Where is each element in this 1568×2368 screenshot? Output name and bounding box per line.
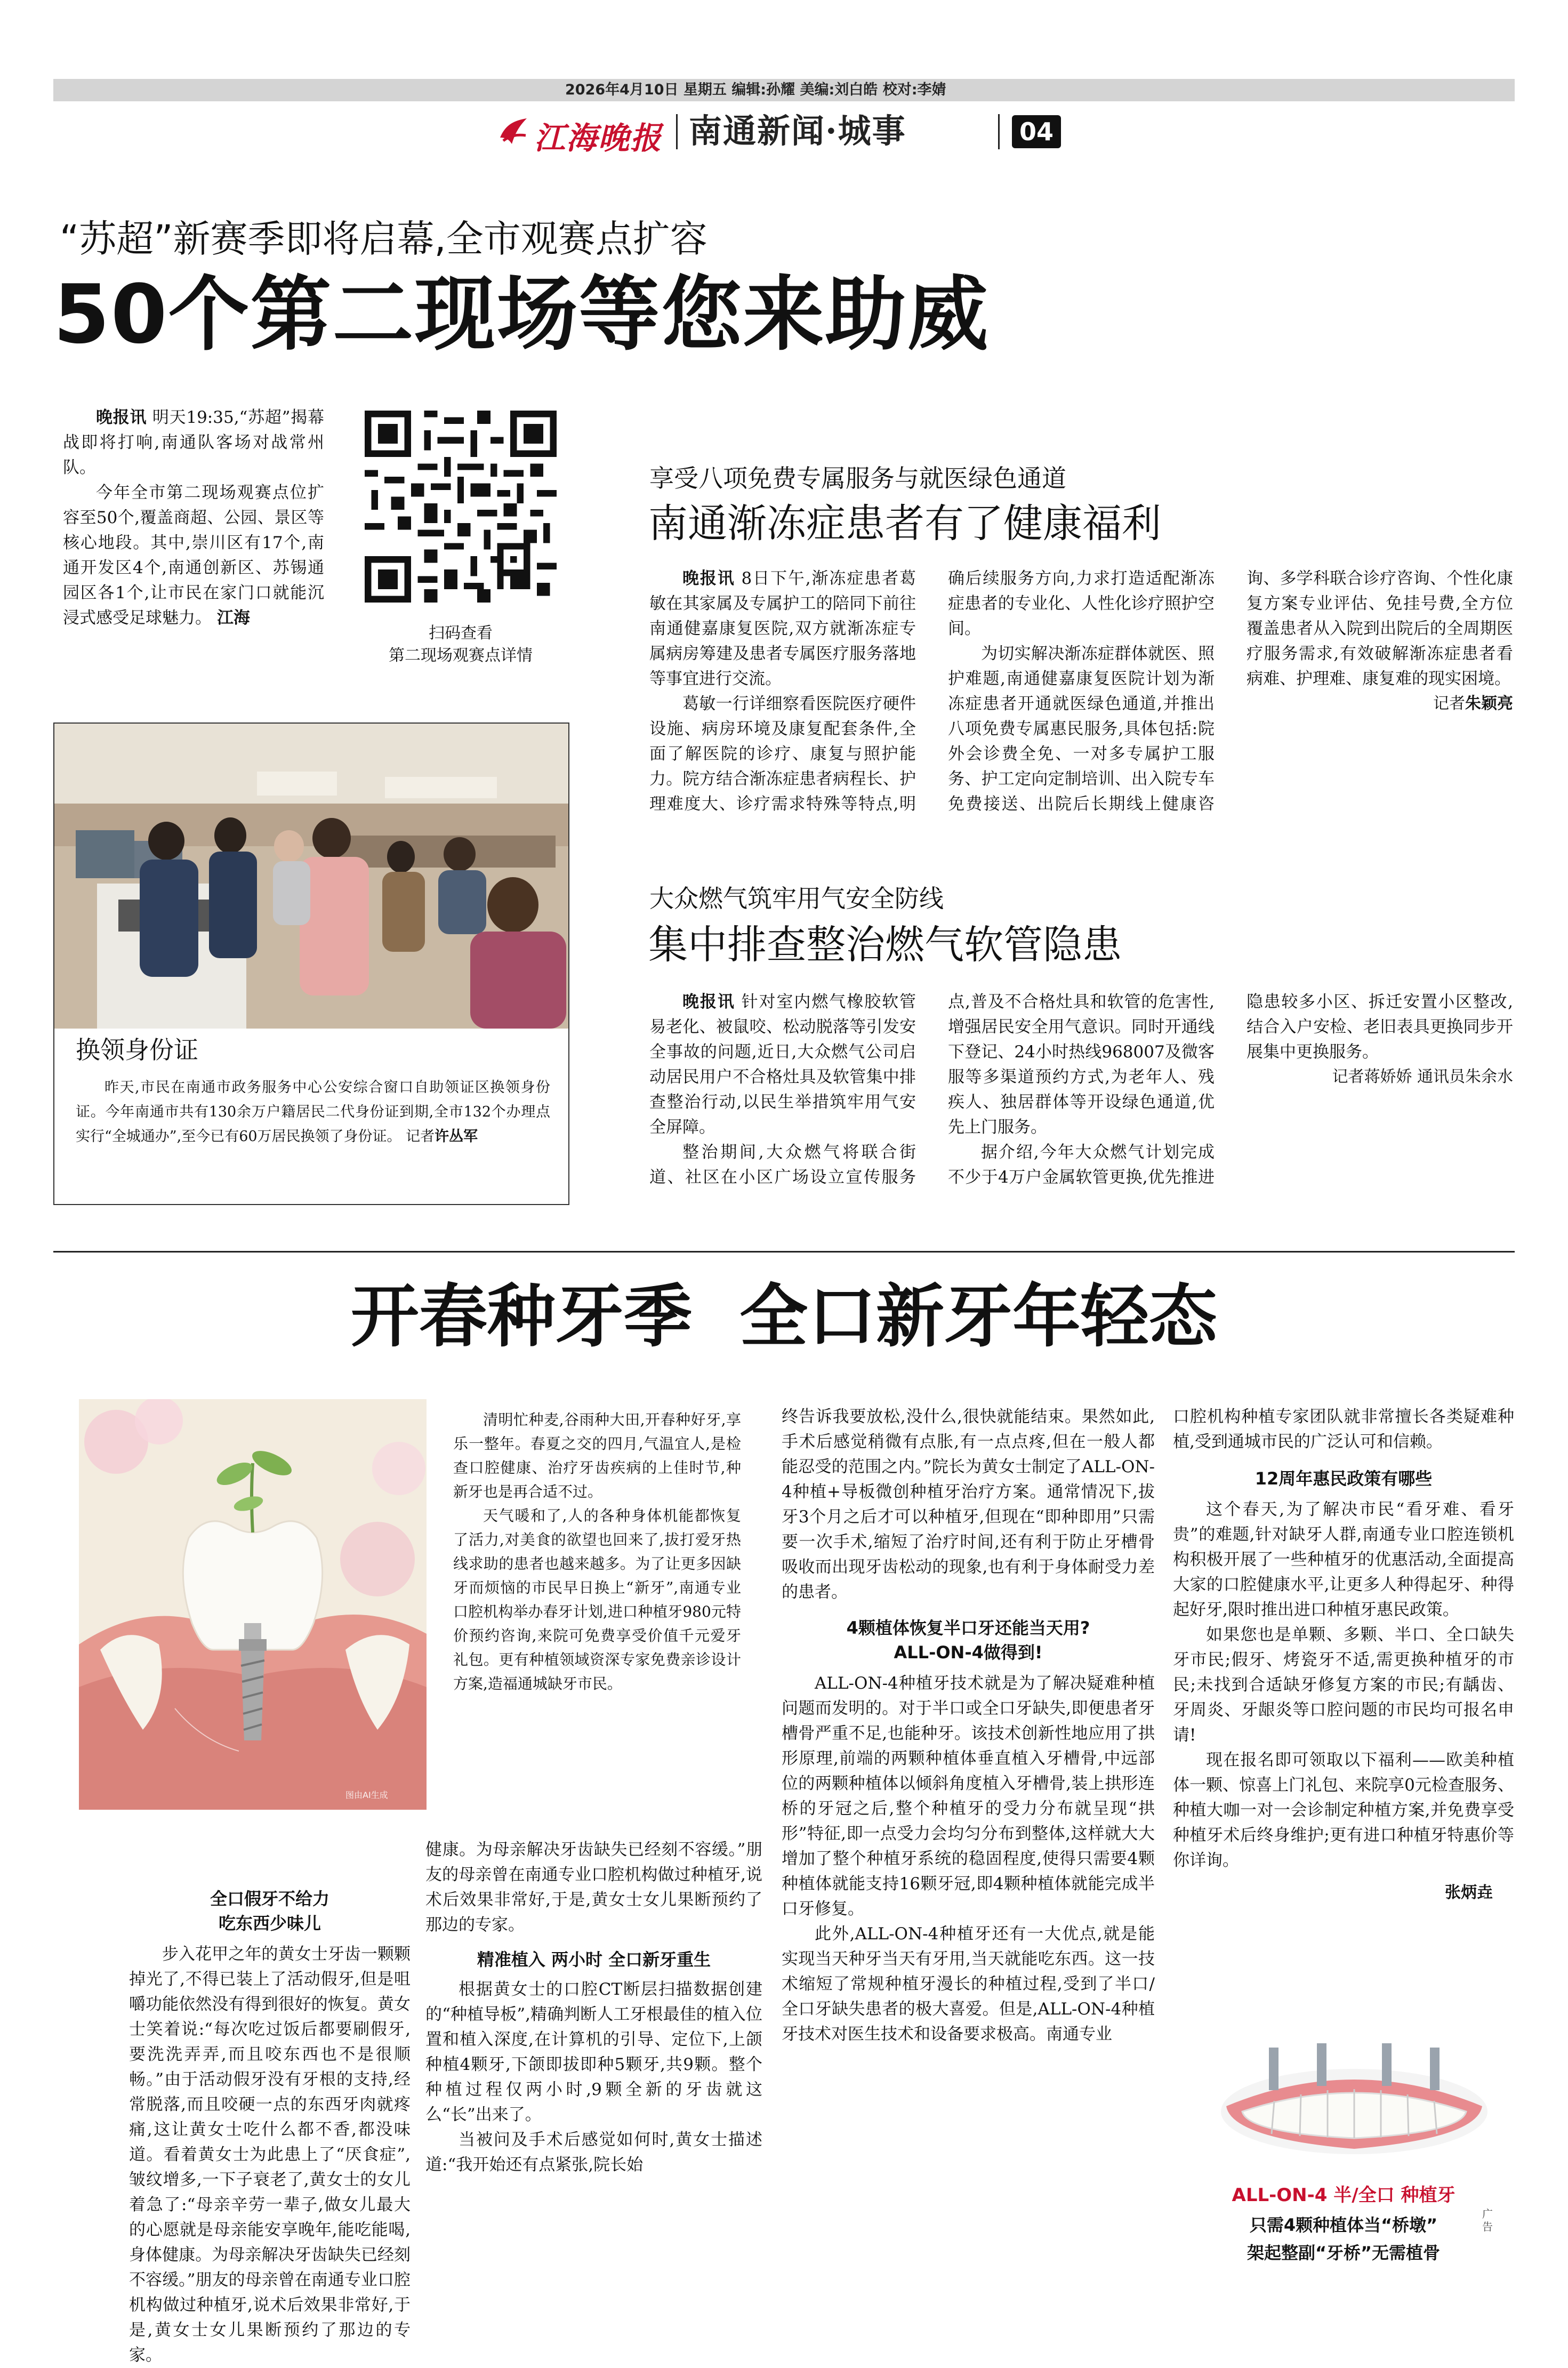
dental-bridge-icon: [1210, 2042, 1498, 2170]
qr-code[interactable]: [365, 411, 557, 603]
ad-s4-paragraph-1: 这个春天,为了解决市民“看牙难、看牙贵”的难题,针对缺牙人群,南通专业口腔连锁机构积极开展了一些种植牙的优惠活动,全面提高大家的口腔健康水平,让更多人种得起牙、种得起好牙,限时推出进口种植牙惠民政策。: [1173, 1500, 1514, 1619]
ad-intro-paragraph-1: 清明忙种麦,谷雨种大田,开春种好牙,享乐一整年。春夏之交的四月,气温宜人,是检查口腔健康、治疗牙齿疾病的上佳时节,种新牙也是再合适不过。: [453, 1411, 741, 1500]
article2-paragraph-1: [649, 566, 916, 692]
ad-column-4: [1173, 1404, 1514, 1905]
article3-paragraph-3: 据介绍,今年大众燃气计划完成不少于4万户金属软管更换,优先推进隐患较多小区、拆迁安置小区整改,结合入户安检、老旧表具更换同步开展集中更换服务。: [948, 992, 1513, 1187]
ad-subhead-3: 4颗植体恢复半口牙还能当天用? ALL-ON-4做得到!: [846, 1618, 1090, 1663]
section-title: 南通新闻·城事: [689, 111, 906, 150]
article3-body: [649, 990, 1513, 1214]
ad-intro-paragraph-2: 天气暖和了,人的各种身体机能都恢复了活力,对美食的欲望也回来了,拔打爱牙热线求助的患者也越来越多。为了让更多因缺牙而烦恼的市民早日换上“新牙”,南通专业口腔机构举办春牙计划,进口种植牙980元特价预约咨询,来院可免费享受价值千元爱牙礼包。更有种植领域资深专家免费亲诊设计方案,造福通城缺牙市民。: [453, 1507, 741, 1692]
tooth-implant-illustration: [79, 1399, 427, 1810]
photo-box: [53, 723, 569, 1205]
ad-s3-paragraph-2: 此外,ALL-ON-4种植牙还有一大优点,就是能实现当天种牙当天有牙用,当天就能吃东西。这一技术缩短了常规种植牙漫长的种植过程,受到了半口/全口牙缺失患者的极大喜爱。但是,ALL-ON-4种植牙技术对医生技术和设备要求极高。南通专业: [782, 1924, 1155, 2044]
header-divider-1: [676, 114, 678, 149]
lead-body: [63, 405, 324, 631]
lead-kicker: “苏超”新赛季即将启幕,全市观赛点扩容: [60, 217, 707, 261]
paper-name: 江海晚报: [534, 120, 663, 156]
ad-s4-paragraph-2: 如果您也是单颗、多颗、半口、全口缺失牙市民;假牙、烤瓷牙不适,需更换种植牙的市民;未找到合适缺牙修复方案的市民;有龋齿、牙周炎、牙龈炎等口腔问题的市民均可报名申请!: [1173, 1625, 1514, 1745]
ad-column-2: [425, 1837, 762, 2285]
lead-paragraph-1: [63, 405, 324, 480]
article2-byline-label: 记者: [1433, 694, 1465, 713]
article2-byline-name: 朱颖亮: [1465, 694, 1513, 713]
article3-paragraph-1: [649, 990, 916, 1140]
ad-s1-paragraph: 步入花甲之年的黄女士牙齿一颗颗掉光了,不得已装上了活动假牙,但是咀嚼功能依然没有得到很好的恢复。黄女士笑着说:“每次吃过饭后都要刷假牙,要洗洗弄弄,而且咬东西也不是很顺畅。”由于活动假牙没有牙根的支持,经常脱落,而且咬硬一点的东西牙肉就疼痛,这让黄女士吃什么都不香,都没味道。看着黄女士为此患上了“厌食症”,皱纹增多,一下子衰老了,黄女士的女儿着急了:“母亲辛劳一辈子,做女儿最大的心愿就是母亲能安享晚年,能吃能喝,身体健康。为母亲解决牙齿缺失已经刻不容缓。”朋友的母亲曾在南通专业口腔机构做过种植牙,说术后效果非常好,于是,黄女士女儿果断预约了那边的专家。: [129, 1945, 411, 2365]
promo-line-2: 架起整副“牙桥”无需植骨: [1247, 2243, 1441, 2263]
lead-headline: 50个第二现场等您来助威: [53, 267, 990, 362]
ad-s2-paragraph-cont: 终告诉我要放松,没什么,很快就能结束。果然如此,手术后感觉稍微有点胀,有一点点疼,但在一般人都能忍受的范围之内。”院长为黄女士制定了ALL-ON-4种植+导板微创种植牙治疗方案。通常情况下,拔牙3个月之后才可以种植牙,但现在“即种即用”只需要一次手术,缩短了治疗时间,还有利于防止牙槽骨吸收而出现牙齿松动的现象,也有利于身体耐受力差的患者。: [782, 1407, 1155, 1602]
ad-subhead-2: 精准植入 两小时 全口新牙重生: [477, 1949, 711, 1970]
ad-byline: 张炳垚: [1445, 1883, 1493, 1902]
ad-s3-paragraph-1: ALL-ON-4种植牙技术就是为了解决疑难种植问题而发明的。对于半口或全口牙缺失,即便患者牙槽骨严重不足,也能种牙。该技术创新性地应用了拱形原理,前端的两颗种植体垂直植入牙槽骨,中远部位的两颗种植体以倾斜角度植入牙槽骨,装上拱形连桥的牙冠之后,整个种植牙的受力分布就呈现“拱形”特征,即一点受力会均匀分布到整体,这样就大大增加了整个种植牙系统的稳固程度,使得只需要4颗种植体就能支持16颗牙冠,即4颗种植体就能完成半口牙修复。: [782, 1674, 1155, 1919]
ad-s1-paragraph-cont: 健康。为母亲解决牙齿缺失已经刻不容缓。”朋友的母亲曾在南通专业口腔机构做过种植牙,说术后效果非常好,于是,黄女士女儿果断预约了那边的专家。: [425, 1840, 762, 1934]
article3-kicker: 大众燃气筑牢用气安全防线: [649, 884, 944, 913]
lead-tag: 晚报讯: [96, 408, 147, 427]
ad-illustration: [79, 1399, 427, 1810]
article3-headline: 集中排查整治燃气软管隐患: [648, 922, 1122, 968]
article3-paragraph-2: 整治期间,大众燃气将联合街道、社区在小区广场设立宣传服务点,普及不合格灶具和软管的危害性,增强居民安全用气意识。同时开通线下登记、24小时热线968007及微客服等多渠道预约方式,为老年人、残疾人、独居群体等开设绿色通道,优先上门服务。: [649, 992, 1215, 1187]
article2-body: [649, 566, 1513, 841]
paper-logo-mark-icon: [496, 114, 530, 148]
ad-subhead-1: 全口假牙不给力 吃东西少味儿: [210, 1889, 329, 1933]
dental-bridge-image: [1210, 2042, 1498, 2170]
lead-p2-text: 今年全市第二现场观赛点位扩容至50个,覆盖商超、公园、景区等核心地段。其中,崇川区有17个,南通开发区4个,南通创新区、苏锡通园区各1个,让市民在家门口就能沉浸式感受足球魅力。: [63, 483, 324, 628]
article2-paragraph-2: 葛敏一行详细察看医院医疗硬件设施、病房环境及康复配套条件,全面了解医院的诊疗、康复与照护能力。院方结合渐冻症患者病程长、护理难度大、诊疗需求特殊等特点,明确后续服务方向,力求打造适配渐冻症患者的专业化、人性化诊疗照护空间。: [649, 569, 1215, 814]
lead-paragraph-2: [63, 480, 324, 631]
page-number: 04: [1012, 115, 1061, 148]
article3-byline: 记者蒋娇娇 通讯员朱余水: [1332, 1067, 1513, 1086]
ad-mark: 广告: [1482, 2208, 1493, 2233]
photo-byline-label: 记者: [406, 1128, 435, 1145]
qr-caption-2: 第二现场观赛点详情: [389, 646, 533, 665]
photo-caption-text: 昨天,市民在南通市政务服务中心公安综合窗口自助领证区换领身份证。今年南通市共有130余万户籍居民二代身份证到期,全市132个办理点实行“全城通办”,至今已有60万居民换领了身份证。: [76, 1079, 550, 1145]
qr-caption-1: 扫码查看: [429, 624, 493, 643]
lead-byline: 江海: [216, 608, 250, 628]
ad-intro: [453, 1408, 741, 1696]
ad-s2-paragraph-1: 根据黄女士的口腔CT断层扫描数据创建的“种植导板”,精确判断人工牙根最佳的植入位置和植入深度,在计算机的引导、定位下,上颌种植4颗牙,下颌即拔即种5颗牙,共9颗。整个种植过程仅两小时,9颗全新的牙齿就这么“长”出来了。: [425, 1980, 762, 2124]
ad-s3-paragraph-cont: 口腔机构种植专家团队就非常擅长各类疑难种植,受到通城市民的广泛认可和信赖。: [1173, 1407, 1514, 1451]
qr-code-icon: [365, 411, 557, 603]
article3-p1-text: 针对室内燃气橡胶软管易老化、被鼠咬、松动脱落等引发安全事故的问题,近日,大众燃气公司启动居民用户不合格灶具及软管集中排查整治行动,以民生举措筑牢用气安全屏障。: [649, 992, 916, 1137]
article2-byline: [1247, 692, 1513, 716]
article2-kicker: 享受八项免费专属服务与就医绿色通道: [649, 464, 1066, 493]
photo-title: 换领身份证: [76, 1036, 198, 1064]
date-line: 2026年4月10日 星期五 编辑:孙耀 美编:刘白皓 校对:李婧: [565, 82, 946, 98]
ad-headline: 开春种牙季 全口新牙年轻态: [350, 1277, 1218, 1356]
article2-paragraph-3: 为切实解决渐冻症群体就医、照护难题,南通健嘉康复医院计划为渐冻症患者开通就医绿色通道,并推出八项免费专属惠民服务,具体包括:院外会诊费全免、一对多专属护工服务、护工定向定制培训、出入院专车免费接送、出院后长期线上健康咨询、多学科联合诊疗咨询、个性化康复方案专业评估、免挂号费,全方位覆盖患者从入院到出院后的全周期医疗服务需求,有效破解渐冻症患者看病难、护理难、康复难的现实困境。: [948, 569, 1513, 814]
article2-p1-text: 8日下午,渐冻症患者葛敏在其家属及专属护工的陪同下前往南通健嘉康复医院,双方就渐冻症专属病房筹建及患者专属医疗服务落地等事宜进行交流。: [649, 569, 916, 688]
photo-byline-name: 许丛军: [435, 1128, 478, 1145]
image-ai-tag: 图由AI生成: [345, 1790, 388, 1800]
section-divider: [53, 1251, 1515, 1253]
ad-subhead-4: 12周年惠民政策有哪些: [1255, 1468, 1433, 1489]
ad-column-1: [129, 1887, 411, 2368]
header-divider-2: [998, 114, 1000, 149]
ad-s4-paragraph-3: 现在报名即可领取以下福利——欧美种植体一颗、惊喜上门礼包、来院享0元检查服务、种植大咖一对一会诊制定种植方案,并免费享受种植牙术后终身维护;更有进口种植牙特惠价等你详询。: [1173, 1751, 1514, 1870]
paper-logo: [496, 111, 693, 154]
ad-column-3: [782, 1404, 1155, 2284]
ad-s2-paragraph-2: 当被问及手术后感觉如何时,黄女士描述道:“我开始还有点紧张,院长始: [425, 2130, 762, 2174]
id-card-photo: [54, 724, 568, 1029]
lead-p1-text: 明天19:35,“苏超”揭幕战即将打响,南通队客场对战常州队。: [63, 408, 324, 477]
promo-line-1: 只需4颗种植体当“桥墩”: [1249, 2215, 1438, 2235]
article3-tag: 晚报讯: [682, 992, 735, 1012]
article2-tag: 晚报讯: [682, 569, 735, 588]
article2-headline: 南通渐冻症患者有了健康福利: [648, 501, 1161, 547]
promo-title: ALL-ON-4 半/全口 种植牙: [1232, 2185, 1456, 2206]
photo-caption: [76, 1075, 550, 1149]
